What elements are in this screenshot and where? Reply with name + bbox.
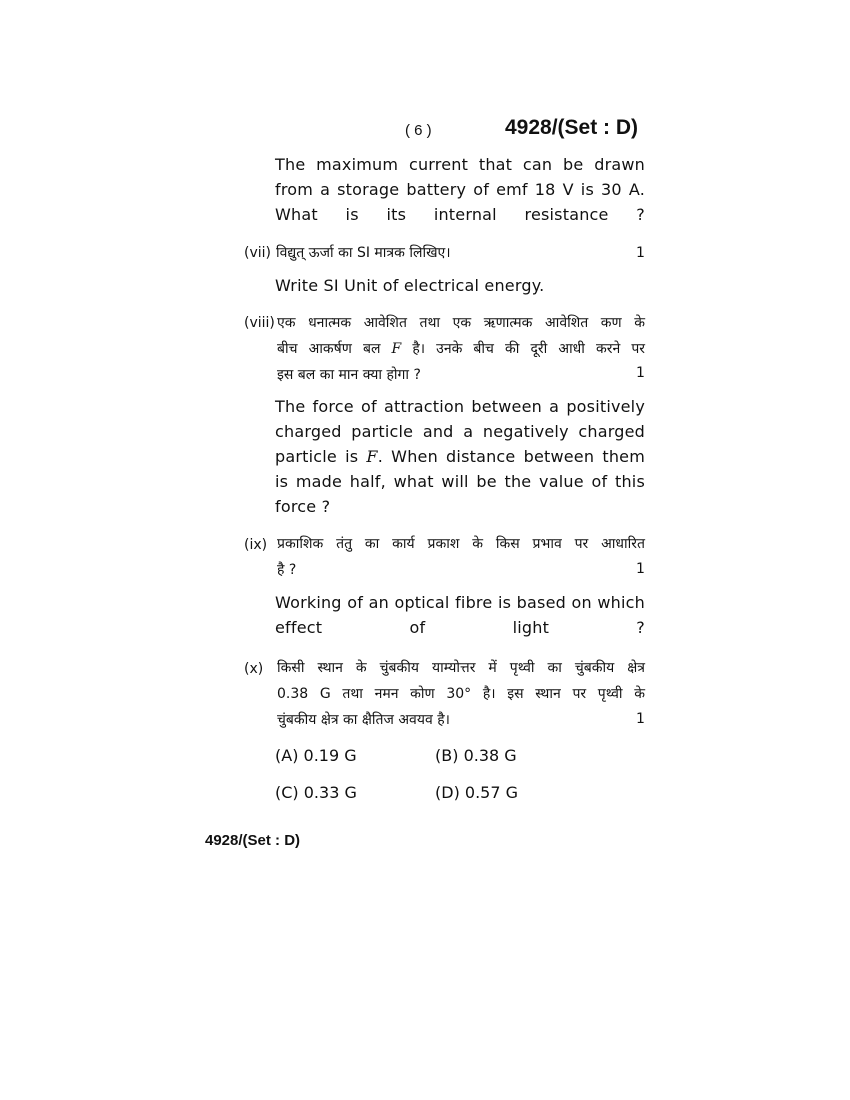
paper-code-footer: 4928/(Set : D) [205, 832, 301, 849]
force-variable-english: F [366, 447, 378, 466]
option-value: 0.38 G [463, 746, 517, 765]
question-number-ix: (ix) [244, 537, 268, 553]
question-x-hindi-line-3: चुंबकीय क्षेत्र का क्षैतिज अवयव है। [277, 712, 450, 728]
question-viii-hindi-line-3: इस बल का मान क्या होगा ? [277, 367, 421, 383]
force-variable: F [391, 341, 402, 357]
paper-code-header: 4928/(Set : D) [505, 116, 639, 139]
option-b [435, 744, 517, 768]
question-number-vii: (vii) [244, 245, 271, 261]
option-value: 0.19 G [303, 746, 357, 765]
question-vii-english: Write SI Unit of electrical energy. [275, 276, 545, 295]
question-x-hindi-line-1: किसी स्थान के चुंबकीय याम्योत्तर में पृथ्वी का चुंबकीय क्षेत्र [277, 660, 645, 676]
question-viii-hindi-line-2a: बीच आकर्षण बल [277, 341, 392, 357]
question-vii-hindi: विद्युत् ऊर्जा का SI मात्रक लिखिए। [276, 245, 451, 261]
option-label: (B) [435, 746, 459, 765]
option-label: (C) [275, 783, 299, 802]
option-label: (D) [435, 783, 460, 802]
question-viii-english [275, 394, 645, 519]
question-number-viii: (viii) [244, 315, 275, 331]
continued-question-english: The maximum current that can be drawn from a storage battery of emf 18 V is 30 A. What is its internal resistance ? [275, 155, 645, 224]
question-viii-english-b: . When distance between them is made half, what will be the value of this force ? [275, 447, 645, 516]
question-viii-english-a: The force of attraction between a positively charged particle and a negatively charged particle is [275, 397, 645, 466]
question-ix-hindi-line-2: है ? [277, 562, 297, 578]
option-a [275, 744, 357, 768]
option-d [435, 781, 518, 805]
question-ix-marks: 1 [636, 561, 645, 577]
question-viii-hindi-line-2 [277, 336, 645, 362]
question-viii-hindi-line-2b: है। उनके बीच की दूरी आधी करने पर [401, 341, 645, 357]
option-value: 0.57 G [464, 783, 519, 802]
option-label: (A) [275, 746, 299, 765]
option-value: 0.33 G [303, 783, 357, 802]
question-number-x: (x) [244, 661, 264, 677]
question-x-hindi-line-2: 0.38 G तथा नमन कोण 30° है। इस स्थान पर पृथ्वी के [277, 686, 645, 702]
page-number: ( 6 ) [405, 122, 432, 139]
question-viii-marks: 1 [636, 365, 645, 381]
question-viii-hindi-line-1: एक धनात्मक आवेशित तथा एक ऋणात्मक आवेशित कण के [277, 315, 645, 331]
question-viii-hindi [277, 310, 645, 388]
question-ix-hindi [277, 531, 645, 583]
question-ix-hindi-line-1: प्रकाशिक तंतु का कार्य प्रकाश के किस प्रभाव पर आधारित [277, 536, 645, 552]
question-x-marks: 1 [636, 711, 645, 727]
option-c [275, 781, 357, 805]
question-vii-marks: 1 [636, 245, 645, 261]
question-ix-english: Working of an optical fibre is based on which effect of light ? [275, 593, 645, 637]
question-x-hindi [277, 655, 645, 733]
